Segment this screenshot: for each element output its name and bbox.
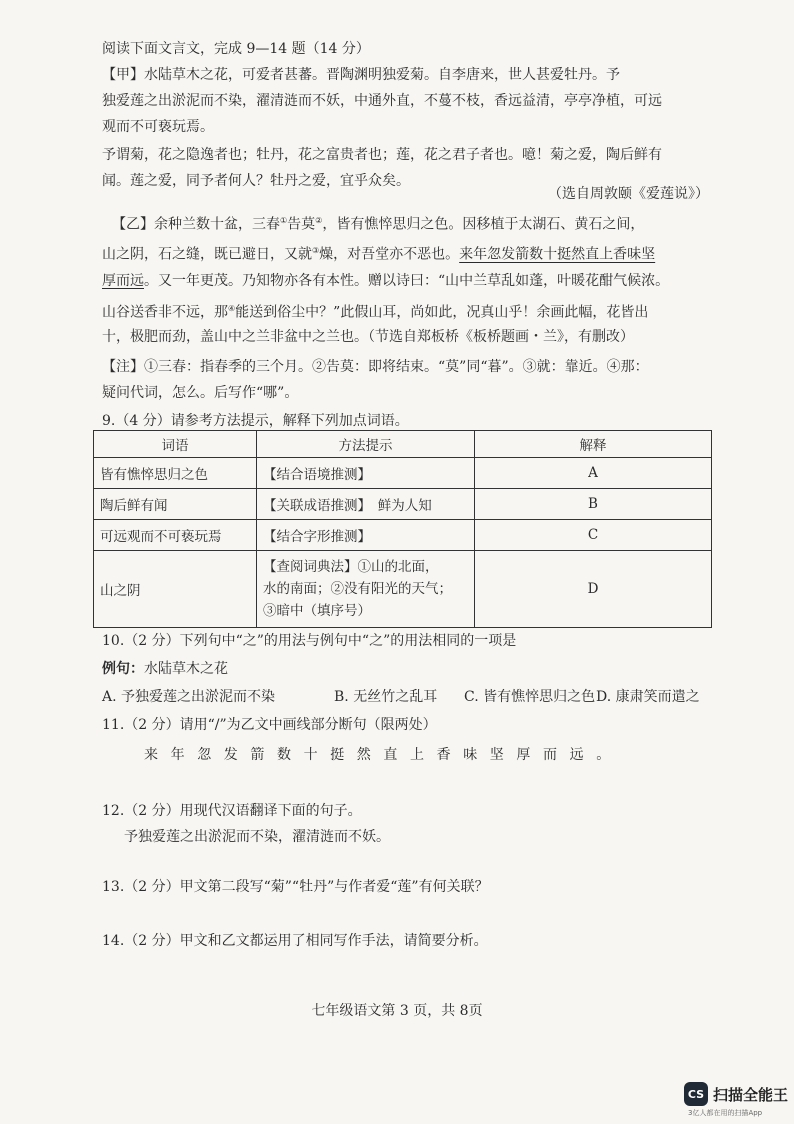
yi-underlined-sentence-part-2: 厚而远 [102,273,144,289]
jia-line-1: 【甲】水陆草木之花，可爱者甚蕃。晋陶渊明独爱菊。自李唐来，世人甚爱牡丹。予 [102,67,620,83]
jia-line-4: 予谓菊，花之隐逸者也；牡丹，花之富贵者也；莲，花之君子者也。噫！菊之爱，陶后鲜有 [102,147,662,163]
jia-line-5: 闻。莲之爱，同予者何人？牡丹之爱，宜乎众矣。 [102,173,410,189]
table-row [94,551,712,628]
q12-sentence: 予独爱莲之出淤泥而不染，濯清涟而不妖。 [124,829,390,845]
q9-word: 山之阴 [94,551,257,628]
q9-header-hint: 方法提示 [257,431,475,458]
jia-line-2: 独爱莲之出淤泥而不染，濯清涟而不妖，中通外直，不蔓不枝，香远益清，亭亭净植，可远 [102,93,662,109]
q9-hint: 【关联成语推测】 鲜为人知 [257,489,475,520]
q9-header-word: 词语 [94,431,257,458]
q9-word: 陶后鲜有闻 [94,489,257,520]
q12-title: 12.（2 分）用现代汉语翻译下面的句子。 [102,803,362,819]
q9-word: 皆有憔悴思归之色 [94,458,257,489]
q10-title: 10.（2 分）下列句中“之”的用法与例句中“之”的用法相同的一项是 [102,633,517,649]
camscanner-name: 扫描全能王 [713,1085,789,1104]
q9-hint: 【结合语境推测】 [257,458,475,489]
q9-answer-blank[interactable]: C [475,520,712,551]
q11-title: 11.（2 分）请用“/”为乙文中画线部分断句（限两处） [102,717,437,733]
q9-hint: 【结合字形推测】 [257,520,475,551]
yi-line-5: 十，极肥而劲，盖山中之兰非盆中之兰也。（节选自郑板桥《板桥题画・兰》，有删改） [102,329,634,345]
reading-intro: 阅读下面文言文，完成 9—14 题（14 分） [102,41,370,57]
q9-title: 9.（4 分）请参考方法提示，解释下列加点词语。 [102,413,409,429]
camscanner-logo [684,1082,788,1106]
q10-option-c[interactable]: C. 皆有憔悴思归之色 [464,689,596,705]
table-row [94,520,712,551]
q10-option-b[interactable]: B. 无丝竹之乱耳 [334,689,438,705]
q11-sentence: 来年忽发箭数十挺然直上香味坚厚而远。 [144,747,623,763]
q9-hint: 【查阅词典法】①山的北面， 水的南面；②没有阳光的天气； ③暗中（填序号） [257,551,475,628]
note-line-2: 疑问代词，怎么。后写作“哪”。 [102,385,299,401]
yi-line-4: 山谷送香非不远，那④能送到俗尘中？”此假山耳，尚如此，况真山乎！余画此幅，花皆出 [102,304,649,321]
note-line-1: 【注】①三春：指春季的三个月。②告莫：即将结束。“莫”同“暮”。③就：靠近。④那： [102,359,649,375]
q9-word: 可远观而不可亵玩焉 [94,520,257,551]
q10-example: 例句：水陆草木之花 [102,661,228,677]
q13-title: 13.（2 分）甲文第二段写“菊”“牡丹”与作者爱“莲”有何关联？ [102,879,489,895]
camscanner-icon: CS [684,1082,708,1106]
q10-option-d[interactable]: D. 康肃笑而遣之 [596,689,700,705]
q9-header-answer: 解释 [475,431,712,458]
yi-line-1: 【乙】余种兰数十盆，三春①告莫②，皆有憔悴思归之色。因移植于太湖石、黄石之间， [112,216,645,233]
jia-source: （选自周敦颐《爱莲说》） [548,186,709,202]
q9-answer-blank[interactable]: B [475,489,712,520]
jia-line-3: 观而不可亵玩焉。 [102,119,214,135]
q9-answer-blank[interactable]: A [475,458,712,489]
q14-title: 14.（2 分）甲文和乙文都运用了相同写作手法，请简要分析。 [102,933,488,949]
table-row [94,458,712,489]
table-row [94,489,712,520]
yi-line-2: 山之阴，石之缝，既已避日，又就③燥，对吾堂亦不恶也。来年忽发箭数十挺然直上香味坚 [102,246,656,263]
q10-option-a[interactable]: A. 予独爱莲之出淤泥而不染 [102,689,276,705]
page-footer: 七年级语文第 3 页，共 8页 [311,1003,483,1019]
camscanner-slogan: 3亿人都在用的扫描App [688,1109,763,1117]
q9-table [93,430,712,628]
q9-answer-blank[interactable]: D [475,551,712,628]
yi-line-3: 厚而远。又一年更茂。乃知物亦各有本性。赠以诗曰：“山中兰草乱如蓬，叶暖花酣气候浓。 [102,273,670,289]
yi-underlined-sentence-part-1: 来年忽发箭数十挺然直上香味坚 [459,246,656,263]
